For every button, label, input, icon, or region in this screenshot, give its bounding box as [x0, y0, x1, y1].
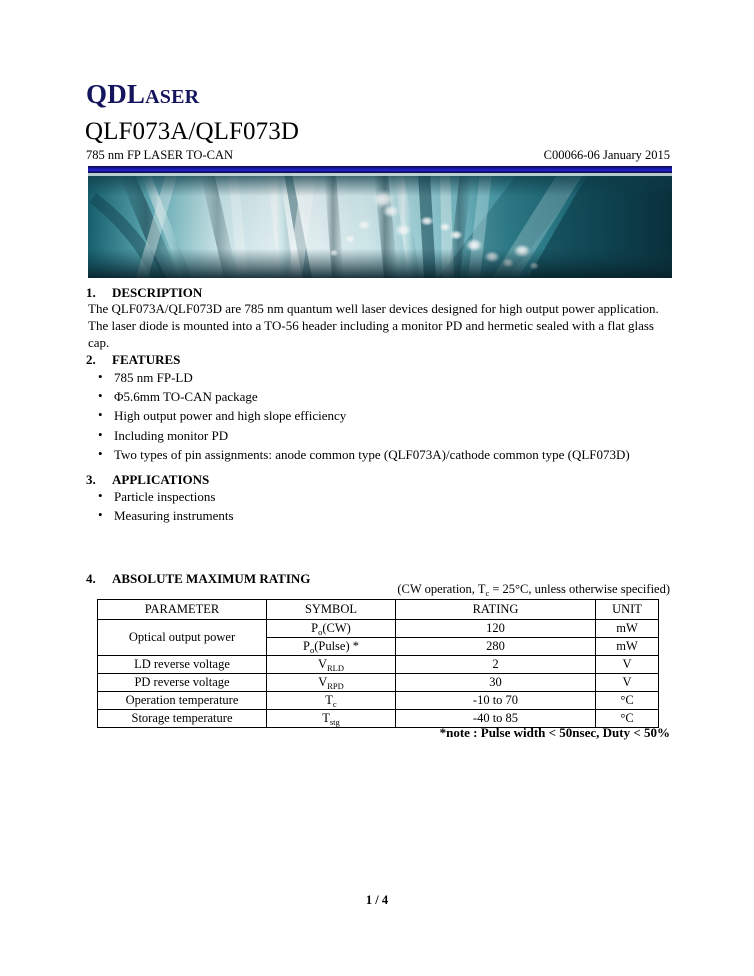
cell-symbol [267, 710, 396, 728]
cell-rating: 30 [396, 674, 596, 692]
cell-unit: °C [596, 710, 659, 728]
header-banner [88, 166, 672, 278]
cell-unit: V [596, 656, 659, 674]
symbol-main: P [303, 639, 310, 654]
features-list [92, 368, 630, 464]
symbol-rest: (CW) [322, 621, 351, 636]
cell-unit: mW [596, 638, 659, 656]
table-row [98, 692, 659, 710]
symbol-main: V [317, 657, 328, 672]
page-title: QLF073A/QLF073D [85, 118, 300, 145]
list-item: • Measuring instruments [92, 506, 234, 525]
section-heading-ratings [86, 571, 310, 587]
cell-unit: °C [596, 692, 659, 710]
list-item: • 785 nm FP-LD [92, 368, 630, 387]
cell-rating: 280 [396, 638, 596, 656]
table-row [98, 656, 659, 674]
symbol-sub: o [318, 627, 323, 638]
list-item: • Two types of pin assignments: anode common type (QLF073A)/cathode common type (QLF073D) [92, 445, 630, 464]
banner-top-rule [88, 166, 672, 173]
list-item: • High output power and high slope efficiency [92, 406, 630, 425]
table-row [98, 674, 659, 692]
table-footnote: *note : Pulse width < 50nsec, Duty < 50% [439, 725, 670, 740]
cell-symbol [267, 620, 396, 638]
cell-symbol [267, 692, 396, 710]
section-heading-description [86, 285, 202, 301]
cell-rating: -40 to 85 [396, 710, 596, 728]
column-header-parameter: PARAMETER [98, 600, 267, 620]
column-header-unit: UNIT [596, 600, 659, 620]
table-header-row [98, 600, 659, 620]
symbol-main: V [318, 675, 328, 690]
cell-parameter: Storage temperature [98, 710, 267, 728]
section-title-description: DESCRIPTION [112, 285, 203, 300]
symbol-main: P [311, 621, 319, 636]
section-title-ratings: ABSOLUTE MAXIMUM RATING [112, 571, 311, 586]
cell-symbol [267, 656, 396, 674]
symbol-sub: stg [329, 717, 340, 728]
cell-rating: 2 [396, 656, 596, 674]
symbol-rest: (Pulse) * [314, 639, 359, 654]
product-subtitle: 785 nm FP LASER TO-CAN [86, 148, 234, 162]
list-item: • Particle inspections [92, 487, 234, 506]
cell-parameter: PD reverse voltage [98, 674, 267, 692]
symbol-main: T [322, 711, 330, 726]
cell-parameter: LD reverse voltage [98, 656, 267, 674]
cell-unit: mW [596, 620, 659, 638]
logo-aser: ASER [145, 86, 200, 108]
document-code-date: C00066-06 January 2015 [543, 148, 670, 162]
section-heading-applications [86, 472, 209, 488]
symbol-sub: c [332, 699, 337, 710]
table-row [98, 620, 659, 638]
section-number-1: 1. [86, 285, 96, 300]
fiber-optic-photo [88, 173, 672, 278]
list-item: • Including monitor PD [92, 426, 630, 445]
symbol-sub: RLD [327, 663, 345, 674]
cell-rating: 120 [396, 620, 596, 638]
cell-rating: -10 to 70 [396, 692, 596, 710]
section-title-features: FEATURES [112, 352, 181, 367]
symbol-sub: o [309, 645, 315, 656]
condition-subscript: c [485, 588, 490, 598]
cell-parameter: Operation temperature [98, 692, 267, 710]
cell-symbol [267, 674, 396, 692]
table-condition-note [397, 582, 670, 597]
condition-suffix: = 25°C, unless otherwise specified) [489, 582, 670, 596]
cell-parameter: Optical output power [98, 620, 267, 656]
fiber-optic-illustration [88, 173, 672, 278]
company-logo [86, 81, 199, 108]
logo-l: L [126, 79, 146, 109]
list-item: • Φ5.6mm TO-CAN package [92, 387, 630, 406]
cell-unit: V [596, 674, 659, 692]
column-header-symbol: SYMBOL [267, 600, 396, 620]
section-number-2: 2. [86, 352, 96, 367]
section-number-4: 4. [86, 571, 96, 586]
cell-symbol [267, 638, 396, 656]
page-footer: 1 / 4 [365, 893, 389, 907]
logo-qd: QD [86, 79, 127, 109]
symbol-sub: RPD [327, 681, 344, 692]
condition-prefix: (CW operation, T [397, 582, 486, 596]
section-heading-features [86, 352, 180, 368]
section-number-3: 3. [86, 472, 96, 487]
applications-list [92, 487, 234, 525]
section-title-applications: APPLICATIONS [112, 472, 210, 487]
absolute-maximum-rating-table [97, 599, 659, 728]
column-header-rating: RATING [396, 600, 596, 620]
symbol-main: T [325, 693, 333, 708]
description-paragraph: The QLF073A/QLF073D are 785 nm quantum well laser devices designed for high output power application. The laser diode is mounted into a TO-56 header including a monitor PD and hermetic sealed with a flat glass cap. [88, 301, 659, 351]
